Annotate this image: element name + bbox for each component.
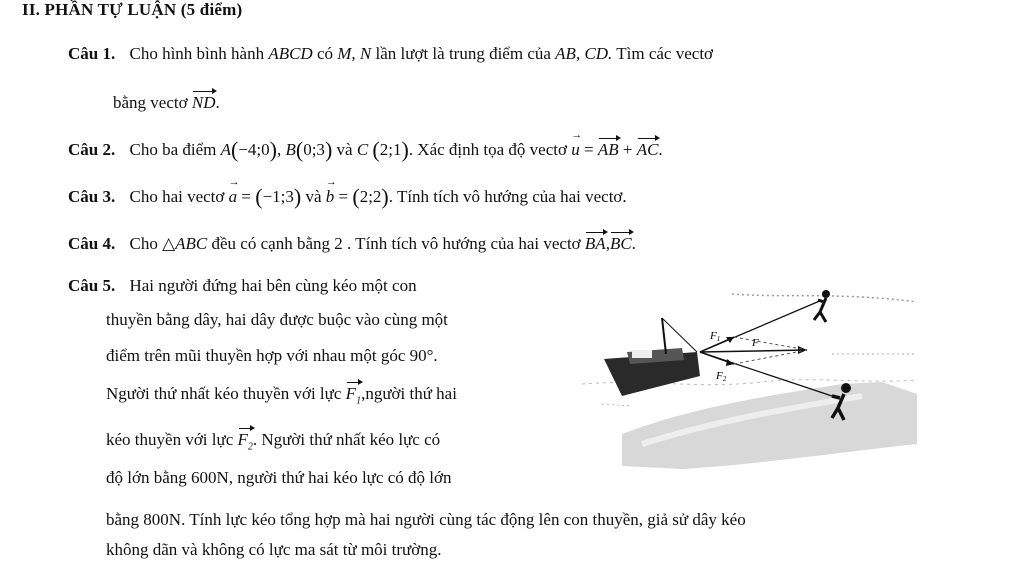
question-3: Câu 3. Cho hai vectơ a → = (−1;3) và b → = (2;2). Tính tích vô hướng của hai vectơ. bbox=[68, 184, 627, 210]
vector-ba: BA bbox=[584, 234, 606, 253]
q3-text-a: Cho hai vectơ bbox=[129, 187, 225, 206]
q1-text-a: Cho hình bình hành bbox=[129, 44, 265, 63]
point-c: C bbox=[356, 140, 369, 159]
question-2: Câu 2. Cho ba điểm A(−4;0), B(0;3) và C (2;1). Xác định tọa độ vectơ u → = AB + AC. bbox=[68, 137, 663, 163]
q2-text-a: Cho ba điểm bbox=[129, 140, 217, 159]
q2-eq: = bbox=[583, 140, 594, 159]
q5-line-8: không dãn và không có lực ma sát từ môi trường. bbox=[106, 540, 442, 559]
q5-line-2: thuyền bằng dây, hai dây được buộc vào cùng một bbox=[106, 310, 448, 329]
point-a: A bbox=[220, 140, 232, 159]
q2-and: và bbox=[336, 140, 353, 159]
fig-label-f1: F1 bbox=[710, 330, 721, 343]
q3-and: và bbox=[305, 187, 322, 206]
force-f2: $F_2$ bbox=[237, 430, 253, 453]
person-1 bbox=[814, 290, 830, 322]
fig-label-f: F bbox=[752, 337, 759, 349]
q2-dot: . bbox=[658, 140, 663, 159]
section-title: II. PHẦN TỰ LUẬN (5 điểm) bbox=[22, 0, 243, 19]
question-3-label: Câu 3. bbox=[68, 187, 116, 206]
q5-line-6: độ lớn bằng 600N, người thứ hai kéo lực có độ lớn bbox=[106, 468, 452, 487]
q4-text-b: đều có cạnh bằng 2 . Tính tích vô hướng của hai vectơ bbox=[211, 234, 581, 253]
q1-text-b: có bbox=[316, 44, 334, 63]
q1-mn: M, N bbox=[337, 44, 372, 63]
q5-line-5b: . Người thứ nhất kéo lực có bbox=[252, 430, 441, 449]
question-4 bbox=[68, 234, 636, 254]
vector-b: b → bbox=[326, 187, 335, 207]
vector-bc: BC bbox=[609, 234, 632, 253]
force-f1: $F_1$ bbox=[345, 384, 362, 407]
vector-u: u → bbox=[571, 140, 580, 160]
boat-pulling-figure bbox=[582, 284, 917, 474]
point-a-coord: −4;0 bbox=[238, 140, 270, 159]
q3-text-b: . Tính tích vô hướng của hai vectơ. bbox=[388, 187, 627, 206]
q1-text-c: lần lượt là trung điểm của bbox=[375, 44, 551, 63]
point-b: B bbox=[285, 140, 296, 159]
q5-line-4 bbox=[106, 384, 457, 406]
point-c-coord: 2;1 bbox=[379, 140, 402, 159]
q1-abcd: ABCD bbox=[268, 44, 313, 63]
vector-nd: ND bbox=[191, 93, 216, 112]
vector-a-value: −1;3 bbox=[262, 187, 294, 206]
q5-line-5 bbox=[106, 430, 440, 452]
question-5-label: Câu 5. bbox=[68, 276, 116, 295]
q1-dot: . bbox=[215, 93, 220, 112]
q1-text-d: Tìm các vectơ bbox=[616, 44, 714, 63]
q2-plus: + bbox=[622, 140, 633, 159]
question-4-label: Câu 4. bbox=[68, 234, 116, 253]
q4-comma: , bbox=[605, 234, 610, 253]
q5-line-3: điểm trên mũi thuyền hợp với nhau một góc 90°. bbox=[106, 346, 438, 365]
triangle-abc: △ABC bbox=[162, 234, 208, 253]
question-1-label: Câu 1. bbox=[68, 44, 116, 63]
question-2-label: Câu 2. bbox=[68, 140, 116, 159]
q5-line-1: Hai người đứng hai bên cùng kéo một con bbox=[129, 276, 417, 295]
question-1 bbox=[68, 44, 713, 64]
q4-dot: . bbox=[631, 234, 636, 253]
vector-b-value: 2;2 bbox=[359, 187, 382, 206]
q4-text-a: Cho bbox=[129, 234, 158, 253]
q5-line-7: bằng 800N. Tính lực kéo tổng hợp mà hai người cùng tác động lên con thuyền, giả sử dây kéo bbox=[106, 510, 746, 529]
q1-line2: bằng vectơ bbox=[113, 93, 188, 112]
question-5-first-line bbox=[68, 276, 417, 296]
q1-ab-cd: AB, CD. bbox=[555, 44, 613, 63]
question-1-line2 bbox=[113, 93, 220, 113]
vector-ac: AC bbox=[636, 140, 659, 159]
vector-ab: AB bbox=[597, 140, 619, 159]
q5-line-4a: Người thứ nhất kéo thuyền với lực bbox=[106, 384, 342, 403]
q5-line-5a: kéo thuyền với lực bbox=[106, 430, 234, 449]
vector-a: a → bbox=[229, 187, 238, 207]
q2-text-b: . Xác định tọa độ vectơ bbox=[408, 140, 567, 159]
point-b-coord: 0;3 bbox=[303, 140, 325, 159]
fig-label-f2: F2 bbox=[716, 370, 727, 383]
q5-line-4b: ,người thứ hai bbox=[361, 384, 457, 403]
